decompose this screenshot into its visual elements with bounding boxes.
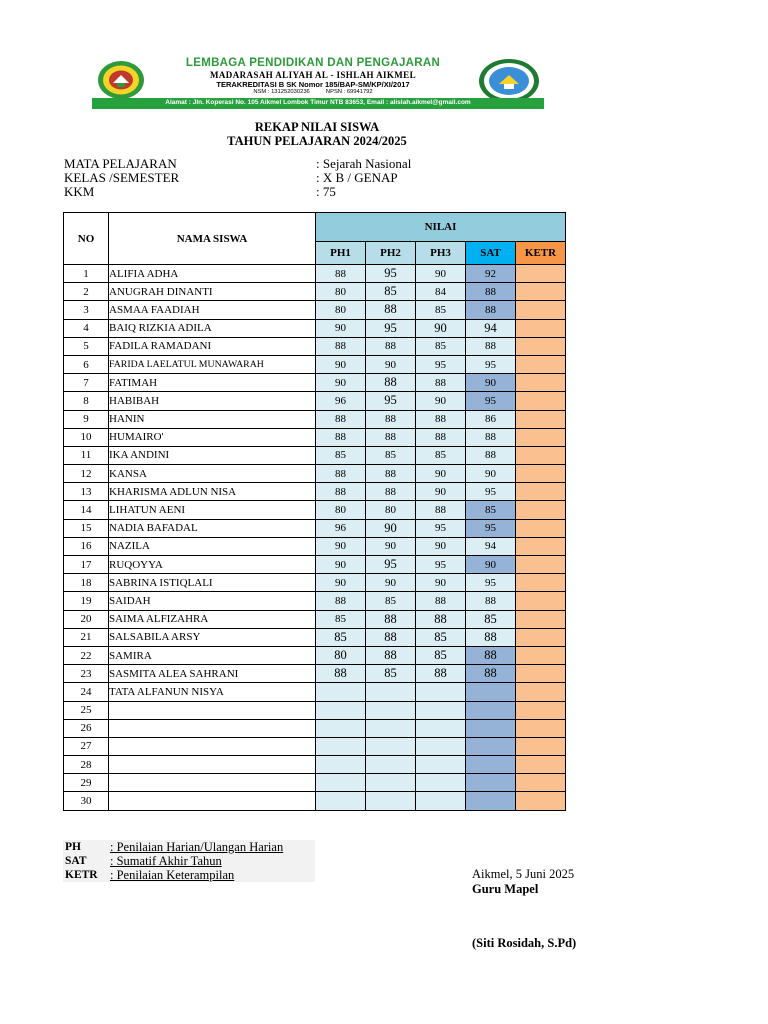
cell-ketr — [516, 592, 566, 610]
cell-ph3 — [416, 737, 466, 755]
cell-ketr — [516, 628, 566, 646]
cell-ph2 — [366, 774, 416, 792]
cell-no: 25 — [64, 701, 109, 719]
cell-no: 11 — [64, 446, 109, 464]
cell-ketr — [516, 610, 566, 628]
cell-nama: FATIMAH — [109, 374, 316, 392]
cell-ph1: 96 — [316, 519, 366, 537]
cell-sat — [466, 774, 516, 792]
cell-nama: SAMIRA — [109, 646, 316, 664]
cell-no: 6 — [64, 355, 109, 373]
signature-name: (Siti Rosidah, S.Pd) — [472, 936, 577, 950]
info-label: KELAS /SEMESTER — [64, 170, 180, 185]
cell-ph2: 90 — [366, 537, 416, 555]
legend-value: : Penilaian Harian/Ulangan Harian — [110, 840, 284, 854]
cell-ph2: 85 — [366, 283, 416, 301]
cell-nama: TATA ALFANUN NISYA — [109, 683, 316, 701]
cell-ph1: 90 — [316, 574, 366, 592]
table-row — [64, 646, 566, 664]
report-title: REKAP NILAI SISWA — [254, 120, 380, 134]
accreditation: TERAKREDITASI B SK Nomor 185/BAP-SM/KP/XI/2017 — [216, 80, 410, 89]
cell-ph2 — [366, 719, 416, 737]
cell-ketr — [516, 574, 566, 592]
cell-ph2: 88 — [366, 410, 416, 428]
cell-ph3 — [416, 719, 466, 737]
cell-nama: RUQOYYA — [109, 556, 316, 574]
cell-ketr — [516, 465, 566, 483]
table-row — [64, 392, 566, 410]
table-row — [64, 665, 566, 683]
cell-nama — [109, 737, 316, 755]
cell-ph1: 80 — [316, 646, 366, 664]
cell-sat: 94 — [466, 319, 516, 337]
header-ph3: PH3 — [416, 242, 466, 265]
cell-nama: SALSABILA ARSY — [109, 628, 316, 646]
cell-ph1: 80 — [316, 283, 366, 301]
cell-ph1: 85 — [316, 610, 366, 628]
cell-sat: 95 — [466, 519, 516, 537]
header-nilai: NILAI — [316, 213, 566, 242]
cell-sat — [466, 719, 516, 737]
cell-sat: 88 — [466, 665, 516, 683]
cell-ph1 — [316, 737, 366, 755]
cell-sat: 85 — [466, 501, 516, 519]
table-row — [64, 756, 566, 774]
cell-sat — [466, 683, 516, 701]
cell-sat: 88 — [466, 592, 516, 610]
cell-ph1 — [316, 683, 366, 701]
cell-ph2: 95 — [366, 319, 416, 337]
legend-key: PH — [65, 841, 81, 853]
cell-ph3: 85 — [416, 337, 466, 355]
cell-sat: 88 — [466, 428, 516, 446]
cell-sat: 94 — [466, 537, 516, 555]
cell-ph1: 88 — [316, 665, 366, 683]
cell-no: 27 — [64, 737, 109, 755]
letterhead-text — [150, 56, 476, 96]
cell-ph2: 85 — [366, 446, 416, 464]
table-row — [64, 428, 566, 446]
cell-ph1: 90 — [316, 374, 366, 392]
cell-nama: FARIDA LAELATUL MUNAWARAH — [109, 355, 316, 373]
cell-nama: IKA ANDINI — [109, 446, 316, 464]
cell-ph1: 85 — [316, 446, 366, 464]
table-row — [64, 719, 566, 737]
cell-ph2: 88 — [366, 428, 416, 446]
header-no: NO — [64, 213, 109, 265]
cell-ph1: 96 — [316, 392, 366, 410]
cell-nama — [109, 774, 316, 792]
cell-ketr — [516, 392, 566, 410]
table-row — [64, 683, 566, 701]
cell-no: 2 — [64, 283, 109, 301]
cell-ph1: 90 — [316, 319, 366, 337]
table-row — [64, 446, 566, 464]
cell-ph2: 88 — [366, 374, 416, 392]
npsn: NPSN : 69941792 — [325, 89, 373, 95]
table-row — [64, 774, 566, 792]
cell-ketr — [516, 701, 566, 719]
legend-item — [63, 840, 315, 854]
cell-sat — [466, 756, 516, 774]
table-row — [64, 592, 566, 610]
cell-no: 16 — [64, 537, 109, 555]
cell-ketr — [516, 283, 566, 301]
cell-ph2: 90 — [366, 519, 416, 537]
grades-table — [63, 212, 566, 811]
nsm: NSM : 131252030236 — [253, 89, 310, 95]
cell-ph3: 90 — [416, 265, 466, 283]
table-row — [64, 410, 566, 428]
cell-ph2: 85 — [366, 665, 416, 683]
table-row — [64, 355, 566, 373]
cell-ketr — [516, 665, 566, 683]
cell-ketr — [516, 319, 566, 337]
cell-nama: ASMAA FAADIAH — [109, 301, 316, 319]
cell-no: 29 — [64, 774, 109, 792]
cell-ph3: 84 — [416, 283, 466, 301]
cell-ph1 — [316, 701, 366, 719]
cell-ph2: 85 — [366, 592, 416, 610]
cell-no: 22 — [64, 646, 109, 664]
cell-ph2 — [366, 792, 416, 810]
cell-sat: 95 — [466, 355, 516, 373]
info-value: : 75 — [316, 184, 336, 199]
cell-no: 7 — [64, 374, 109, 392]
table-row — [64, 265, 566, 283]
cell-ph1: 88 — [316, 265, 366, 283]
cell-sat — [466, 737, 516, 755]
cell-ph1: 85 — [316, 628, 366, 646]
cell-ph3: 95 — [416, 519, 466, 537]
header-sat: SAT — [466, 242, 516, 265]
cell-nama — [109, 701, 316, 719]
legend — [63, 840, 315, 882]
table-row — [64, 628, 566, 646]
cell-no: 1 — [64, 265, 109, 283]
cell-ketr — [516, 355, 566, 373]
cell-ph2: 88 — [366, 301, 416, 319]
cell-ph3 — [416, 792, 466, 810]
cell-ketr — [516, 337, 566, 355]
header-ph2: PH2 — [366, 242, 416, 265]
signature-place-date: Aikmel, 5 Juni 2025 — [472, 867, 575, 881]
cell-ketr — [516, 737, 566, 755]
cell-no: 13 — [64, 483, 109, 501]
cell-sat: 92 — [466, 265, 516, 283]
cell-ph3: 90 — [416, 465, 466, 483]
info-value: : X B / GENAP — [316, 170, 398, 185]
cell-ph3: 85 — [416, 301, 466, 319]
table-row — [64, 337, 566, 355]
cell-nama — [109, 719, 316, 737]
cell-ph3: 90 — [416, 574, 466, 592]
cell-sat: 88 — [466, 446, 516, 464]
legend-item — [63, 868, 315, 882]
cell-ph3: 90 — [416, 392, 466, 410]
cell-sat: 90 — [466, 556, 516, 574]
cell-ph3: 90 — [416, 319, 466, 337]
report-year: TAHUN PELAJARAN 2024/2025 — [227, 134, 407, 148]
cell-ph3 — [416, 756, 466, 774]
cell-no: 28 — [64, 756, 109, 774]
cell-nama: NADIA BAFADAL — [109, 519, 316, 537]
cell-ph1: 90 — [316, 556, 366, 574]
cell-no: 9 — [64, 410, 109, 428]
cell-no: 19 — [64, 592, 109, 610]
cell-no: 15 — [64, 519, 109, 537]
cell-sat: 85 — [466, 610, 516, 628]
table-row — [64, 537, 566, 555]
school-name: MADARASAH ALIYAH AL - ISHLAH AIKMEL — [210, 70, 416, 80]
cell-ketr — [516, 410, 566, 428]
cell-ketr — [516, 519, 566, 537]
cell-ph2: 88 — [366, 465, 416, 483]
cell-nama: SAIDAH — [109, 592, 316, 610]
cell-ph2 — [366, 683, 416, 701]
cell-ketr — [516, 683, 566, 701]
table-row — [64, 465, 566, 483]
legend-value: : Penilaian Keterampilan — [110, 868, 235, 882]
cell-ph3 — [416, 683, 466, 701]
cell-ketr — [516, 265, 566, 283]
cell-nama: ALIFIA ADHA — [109, 265, 316, 283]
cell-nama: HUMAIRO' — [109, 428, 316, 446]
address: Alamat : Jln. Koperasi No. 105 Aikmel Lombok Timur NTB 83653, Email : alislah.aikmel@gmail.com — [165, 99, 471, 106]
cell-ph1: 88 — [316, 592, 366, 610]
cell-ph3: 88 — [416, 410, 466, 428]
cell-no: 21 — [64, 628, 109, 646]
cell-no: 5 — [64, 337, 109, 355]
cell-ph2: 90 — [366, 355, 416, 373]
cell-ph1: 88 — [316, 428, 366, 446]
cell-ph3: 95 — [416, 556, 466, 574]
cell-ph1: 90 — [316, 355, 366, 373]
cell-no: 10 — [64, 428, 109, 446]
cell-nama: KHARISMA ADLUN NISA — [109, 483, 316, 501]
cell-nama: SAIMA ALFIZAHRA — [109, 610, 316, 628]
cell-ph1: 88 — [316, 465, 366, 483]
cell-ph3: 85 — [416, 628, 466, 646]
cell-ph1: 80 — [316, 501, 366, 519]
cell-ph3: 88 — [416, 592, 466, 610]
cell-ph3 — [416, 701, 466, 719]
cell-no: 4 — [64, 319, 109, 337]
cell-ph1 — [316, 792, 366, 810]
cell-ph1: 88 — [316, 337, 366, 355]
school-ids — [150, 89, 476, 96]
cell-nama: BAIQ RIZKIA ADILA — [109, 319, 316, 337]
table-body — [64, 265, 566, 811]
cell-sat: 88 — [466, 301, 516, 319]
cell-ph3: 88 — [416, 374, 466, 392]
signature-role: Guru Mapel — [472, 882, 539, 896]
cell-no: 8 — [64, 392, 109, 410]
info-row — [64, 171, 464, 185]
cell-ph2: 88 — [366, 337, 416, 355]
cell-nama: ANUGRAH DINANTI — [109, 283, 316, 301]
legend-value: : Sumatif Akhir Tahun — [110, 854, 222, 868]
cell-nama: HABIBAH — [109, 392, 316, 410]
cell-nama: HANIN — [109, 410, 316, 428]
cell-sat: 88 — [466, 646, 516, 664]
cell-sat: 88 — [466, 628, 516, 646]
cell-ph3: 88 — [416, 428, 466, 446]
cell-no: 12 — [64, 465, 109, 483]
cell-ph2: 88 — [366, 646, 416, 664]
cell-ketr — [516, 428, 566, 446]
report-info — [64, 157, 464, 199]
cell-nama — [109, 792, 316, 810]
cell-ketr — [516, 446, 566, 464]
table-row — [64, 501, 566, 519]
cell-no: 17 — [64, 556, 109, 574]
cell-ph1: 88 — [316, 410, 366, 428]
table-row — [64, 283, 566, 301]
table-row — [64, 483, 566, 501]
cell-nama: SASMITA ALEA SAHRANI — [109, 665, 316, 683]
cell-ketr — [516, 483, 566, 501]
cell-ph3: 88 — [416, 665, 466, 683]
cell-nama: NAZILA — [109, 537, 316, 555]
cell-ph3: 90 — [416, 537, 466, 555]
table-row — [64, 319, 566, 337]
cell-sat: 95 — [466, 574, 516, 592]
cell-ph2: 90 — [366, 574, 416, 592]
cell-ph2: 95 — [366, 556, 416, 574]
cell-ph2 — [366, 701, 416, 719]
cell-ph2: 88 — [366, 610, 416, 628]
cell-ph2: 95 — [366, 265, 416, 283]
cell-ketr — [516, 792, 566, 810]
legend-item — [63, 854, 315, 868]
cell-ph2 — [366, 756, 416, 774]
table-row — [64, 374, 566, 392]
info-label: KKM — [64, 184, 95, 199]
table-row — [64, 519, 566, 537]
header-nama: NAMA SISWA — [109, 213, 316, 265]
cell-sat: 95 — [466, 392, 516, 410]
cell-no: 23 — [64, 665, 109, 683]
info-row — [64, 157, 464, 171]
legend-key: SAT — [65, 855, 87, 867]
cell-ph1 — [316, 774, 366, 792]
info-label: MATA PELAJARAN — [64, 156, 177, 171]
cell-ph3: 85 — [416, 446, 466, 464]
cell-ketr — [516, 501, 566, 519]
header-ph1: PH1 — [316, 242, 366, 265]
school-logo-left-icon — [97, 60, 145, 100]
cell-ketr — [516, 301, 566, 319]
cell-ketr — [516, 756, 566, 774]
cell-sat: 88 — [466, 337, 516, 355]
cell-nama: LIHATUN AENI — [109, 501, 316, 519]
table-row — [64, 574, 566, 592]
cell-ph3: 95 — [416, 355, 466, 373]
cell-ketr — [516, 719, 566, 737]
cell-sat: 90 — [466, 374, 516, 392]
table-row — [64, 737, 566, 755]
letterhead — [92, 56, 544, 112]
cell-ph2: 95 — [366, 392, 416, 410]
cell-ketr — [516, 374, 566, 392]
table-row — [64, 610, 566, 628]
cell-sat: 95 — [466, 483, 516, 501]
header-ketr: KETR — [516, 242, 566, 265]
cell-ph3: 88 — [416, 610, 466, 628]
cell-nama: KANSA — [109, 465, 316, 483]
institution-name: LEMBAGA PENDIDIKAN DAN PENGAJARAN — [185, 57, 441, 69]
table-row — [64, 301, 566, 319]
cell-ph3 — [416, 774, 466, 792]
cell-ph3: 88 — [416, 501, 466, 519]
cell-ph2: 88 — [366, 628, 416, 646]
cell-nama — [109, 756, 316, 774]
cell-nama: FADILA RAMADANI — [109, 337, 316, 355]
cell-sat: 90 — [466, 465, 516, 483]
cell-ketr — [516, 774, 566, 792]
cell-ph2: 80 — [366, 501, 416, 519]
table-row — [64, 701, 566, 719]
legend-key: KETR — [65, 869, 98, 881]
cell-sat — [466, 701, 516, 719]
cell-no: 3 — [64, 301, 109, 319]
table-row — [64, 556, 566, 574]
cell-sat: 86 — [466, 410, 516, 428]
cell-no: 24 — [64, 683, 109, 701]
cell-ketr — [516, 537, 566, 555]
cell-ph1: 90 — [316, 537, 366, 555]
cell-no: 26 — [64, 719, 109, 737]
cell-ketr — [516, 556, 566, 574]
cell-ph2 — [366, 737, 416, 755]
table-row — [64, 792, 566, 810]
cell-nama: SABRINA ISTIQLALI — [109, 574, 316, 592]
cell-sat: 88 — [466, 283, 516, 301]
cell-no: 18 — [64, 574, 109, 592]
cell-ph1 — [316, 719, 366, 737]
cell-ketr — [516, 646, 566, 664]
info-row — [64, 185, 464, 199]
cell-no: 20 — [64, 610, 109, 628]
cell-ph1 — [316, 756, 366, 774]
cell-no: 14 — [64, 501, 109, 519]
cell-no: 30 — [64, 792, 109, 810]
cell-ph2: 88 — [366, 483, 416, 501]
cell-ph3: 90 — [416, 483, 466, 501]
cell-ph3: 85 — [416, 646, 466, 664]
cell-ph1: 88 — [316, 483, 366, 501]
info-value: : Sejarah Nasional — [316, 156, 412, 171]
cell-ph1: 80 — [316, 301, 366, 319]
cell-sat — [466, 792, 516, 810]
